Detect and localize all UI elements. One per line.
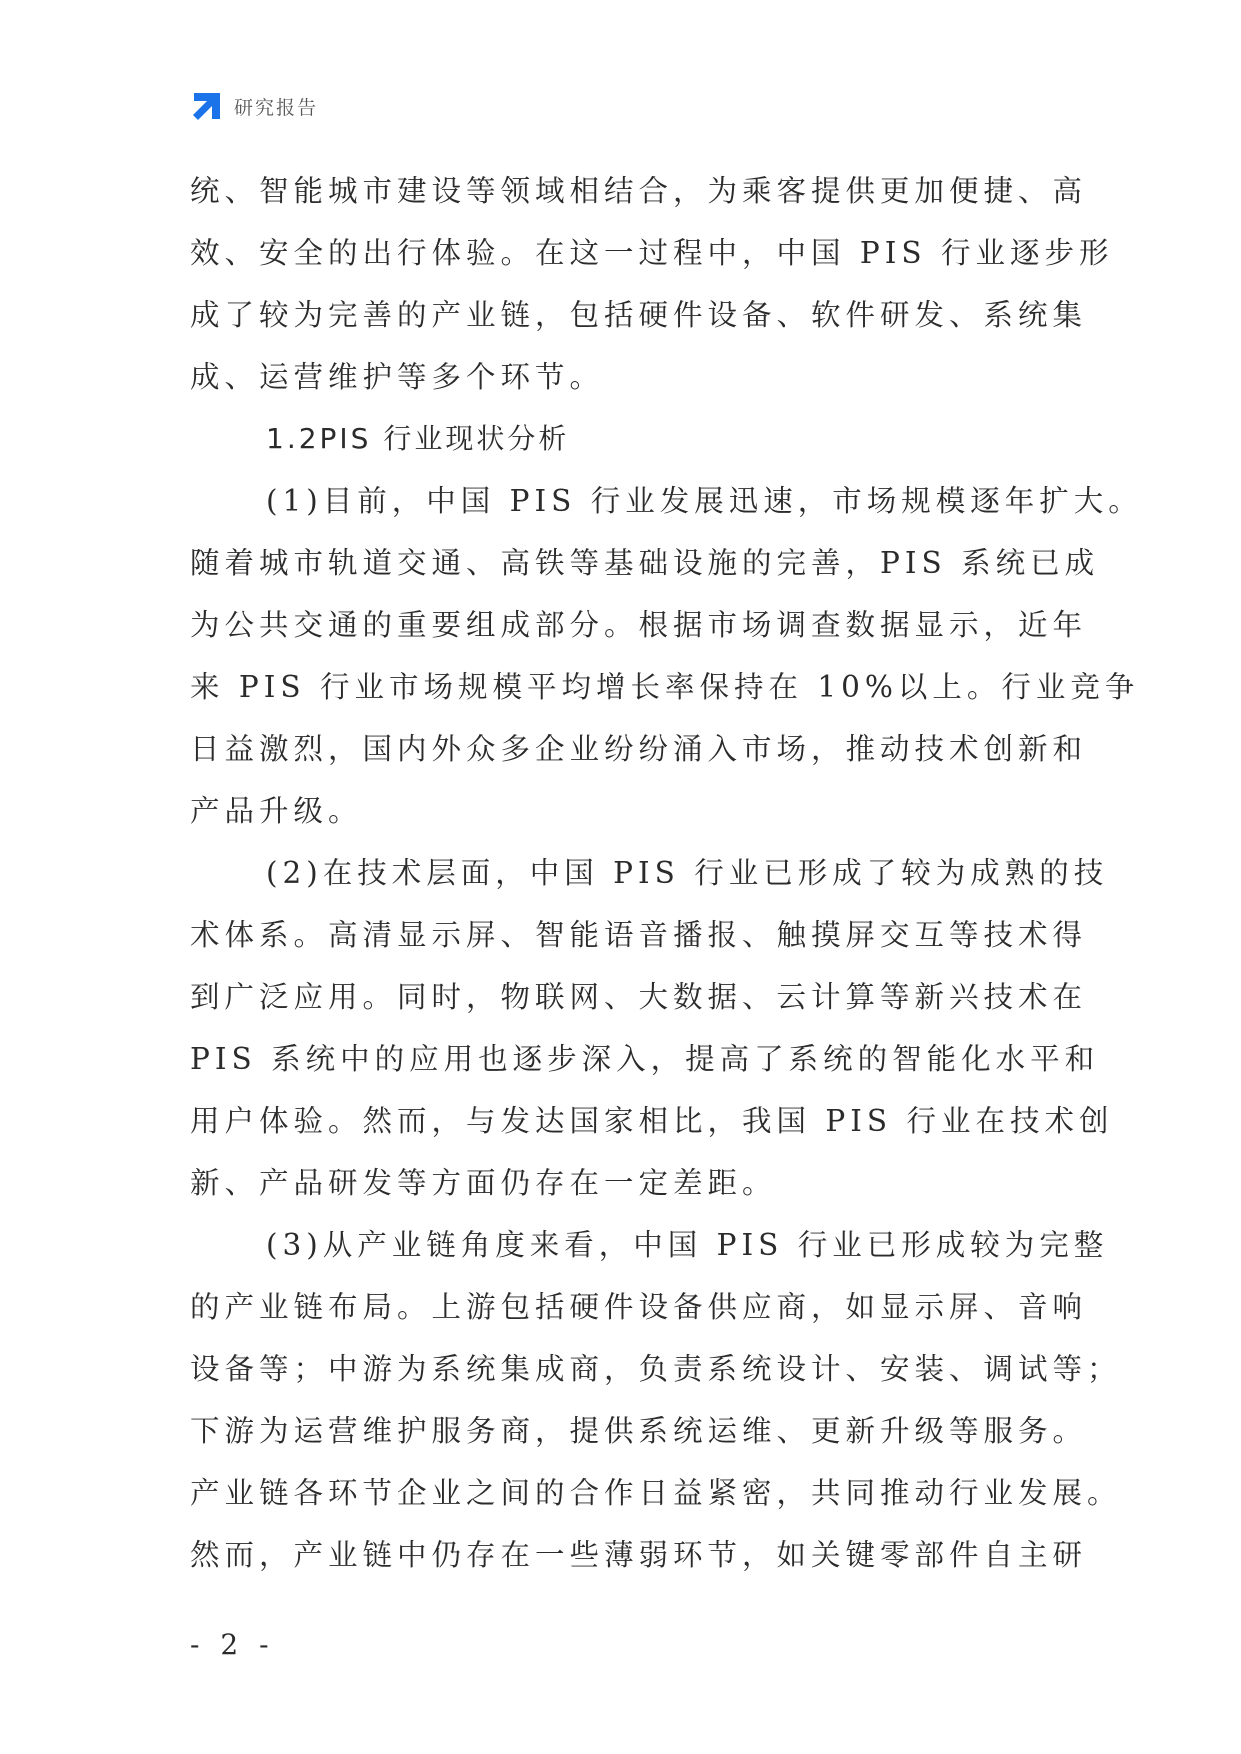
body-line: 成了较为完善的产业链，包括硬件设备、软件研发、系统集 xyxy=(190,298,1088,332)
body-line: 产业链各环节企业之间的合作日益紧密，共同推动行业发展。 xyxy=(190,1476,1122,1510)
body-line: 设备等；中游为系统集成商，负责系统设计、安装、调试等； xyxy=(190,1352,1122,1386)
body-line: 日益激烈，国内外众多企业纷纷涌入市场，推动技术创新和 xyxy=(190,732,1088,766)
body-line: (2)在技术层面，中国 PIS 行业已形成了较为成熟的技 xyxy=(266,856,1109,890)
page-number: - 2 - xyxy=(190,1628,275,1661)
body-line: 来 PIS 行业市场规模平均增长率保持在 10%以上。行业竞争 xyxy=(190,670,1140,704)
body-line: (1)目前，中国 PIS 行业发展迅速，市场规模逐年扩大。 xyxy=(266,484,1143,518)
arrow-up-right-icon xyxy=(190,89,224,123)
body-line: 术体系。高清显示屏、智能语音播报、触摸屏交互等技术得 xyxy=(190,918,1088,952)
header-title: 研究报告 xyxy=(234,96,319,119)
report-header xyxy=(190,88,318,124)
body-line: PIS 系统中的应用也逐步深入，提高了系统的智能化水平和 xyxy=(190,1042,1100,1076)
section-heading: 1.2PIS 行业现状分析 xyxy=(266,422,570,455)
body-line: 效、安全的出行体验。在这一过程中，中国 PIS 行业逐步形 xyxy=(190,236,1114,270)
body-line: 然而，产业链中仍存在一些薄弱环节，如关键零部件自主研 xyxy=(190,1538,1088,1572)
body-line: 统、智能城市建设等领域相结合，为乘客提供更加便捷、高 xyxy=(190,174,1088,208)
body-line: 产品升级。 xyxy=(190,794,363,828)
document-body xyxy=(190,160,1143,1586)
body-line: 到广泛应用。同时，物联网、大数据、云计算等新兴技术在 xyxy=(190,980,1088,1014)
body-line: 为公共交通的重要组成部分。根据市场调查数据显示，近年 xyxy=(190,608,1088,642)
body-line: 的产业链布局。上游包括硬件设备供应商，如显示屏、音响 xyxy=(190,1290,1088,1324)
body-line: 用户体验。然而，与发达国家相比，我国 PIS 行业在技术创 xyxy=(190,1104,1114,1138)
body-line: 成、运营维护等多个环节。 xyxy=(190,360,605,394)
body-line: 随着城市轨道交通、高铁等基础设施的完善，PIS 系统已成 xyxy=(190,546,1100,580)
body-line: 下游为运营维护服务商，提供系统运维、更新升级等服务。 xyxy=(190,1414,1088,1448)
body-line: (3)从产业链角度来看，中国 PIS 行业已形成较为完整 xyxy=(266,1228,1109,1262)
body-line: 新、产品研发等方面仍存在一定差距。 xyxy=(190,1166,777,1200)
